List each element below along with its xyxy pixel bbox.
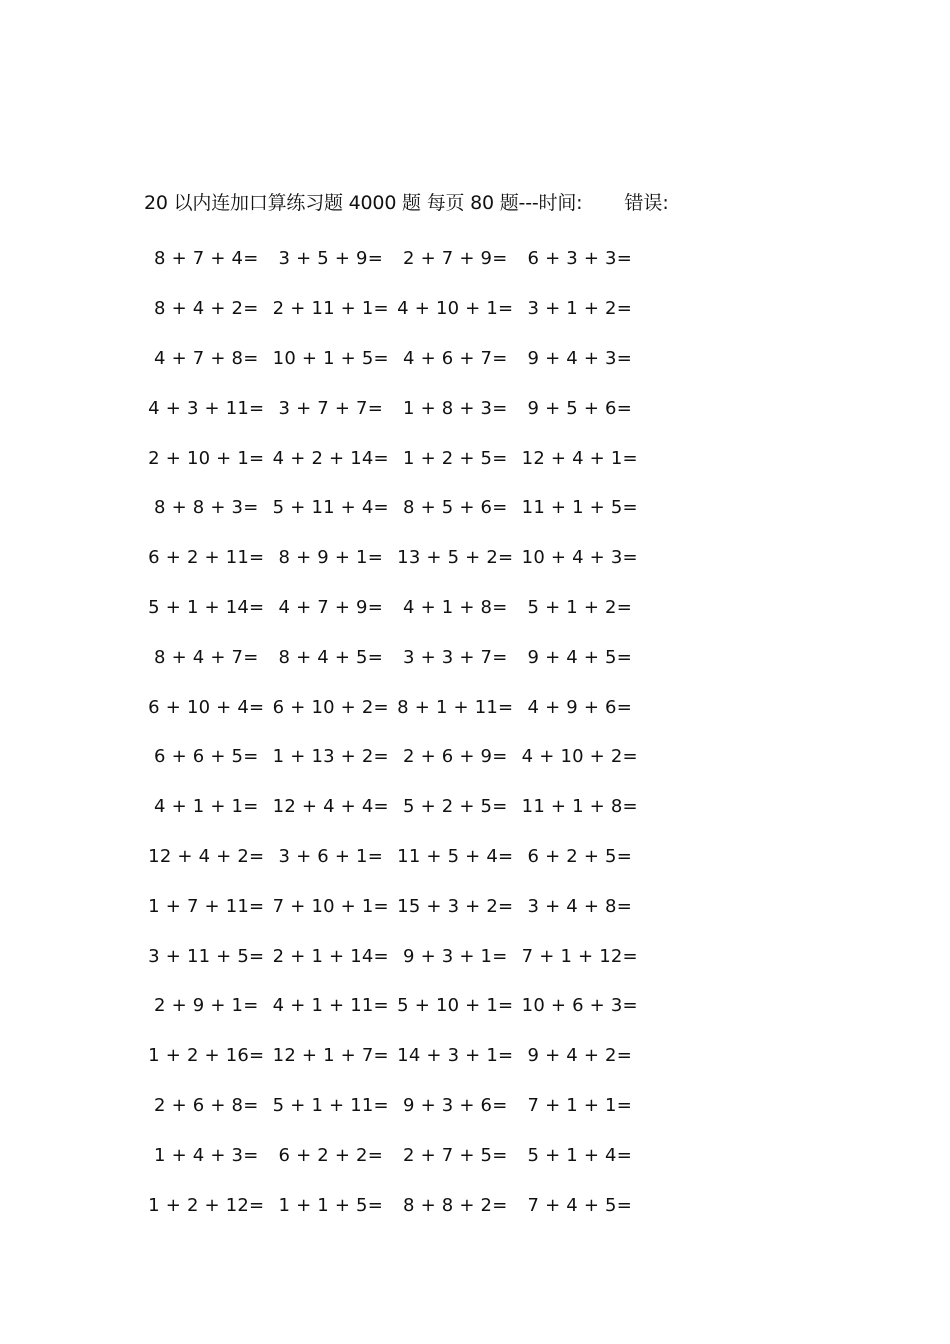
problem-row	[144, 881, 644, 931]
arithmetic-problem: 9 + 3 + 6=	[403, 1094, 508, 1116]
arithmetic-problem: 2 + 10 + 1=	[148, 447, 265, 469]
arithmetic-problem: 2 + 9 + 1=	[154, 995, 259, 1017]
arithmetic-problem: 2 + 11 + 1=	[272, 298, 389, 320]
arithmetic-problem: 9 + 4 + 5=	[527, 646, 632, 668]
arithmetic-problem: 1 + 8 + 3=	[403, 397, 508, 419]
arithmetic-problem: 4 + 7 + 8=	[154, 347, 259, 369]
arithmetic-problem: 8 + 9 + 1=	[278, 547, 383, 569]
problem-row	[144, 383, 644, 433]
arithmetic-problem: 11 + 1 + 5=	[521, 497, 638, 519]
problem-row	[144, 981, 644, 1031]
problem-row	[144, 1130, 644, 1180]
arithmetic-problem: 5 + 1 + 11=	[272, 1094, 389, 1116]
arithmetic-problem: 4 + 1 + 11=	[272, 995, 389, 1017]
problem-row	[144, 931, 644, 981]
problem-row	[144, 234, 644, 284]
arithmetic-problem: 6 + 10 + 2=	[272, 696, 389, 718]
arithmetic-problem: 1 + 7 + 11=	[148, 895, 265, 917]
problem-row	[144, 334, 644, 384]
problem-row	[144, 533, 644, 583]
arithmetic-problem: 2 + 7 + 9=	[403, 248, 508, 270]
arithmetic-problem: 8 + 1 + 11=	[397, 696, 514, 718]
problem-row	[144, 284, 644, 334]
arithmetic-problem: 6 + 2 + 2=	[278, 1144, 383, 1166]
arithmetic-problem: 1 + 13 + 2=	[272, 746, 389, 768]
problem-row	[144, 832, 644, 882]
arithmetic-problem: 2 + 7 + 5=	[403, 1144, 508, 1166]
arithmetic-problem: 7 + 10 + 1=	[272, 895, 389, 917]
arithmetic-problem: 4 + 10 + 1=	[397, 298, 514, 320]
arithmetic-problem: 8 + 4 + 7=	[154, 646, 259, 668]
arithmetic-problem: 1 + 2 + 5=	[403, 447, 508, 469]
arithmetic-problem: 3 + 1 + 2=	[527, 298, 632, 320]
arithmetic-problem: 6 + 3 + 3=	[527, 248, 632, 270]
arithmetic-problem: 8 + 5 + 6=	[403, 497, 508, 519]
arithmetic-problem: 5 + 1 + 2=	[527, 596, 632, 618]
arithmetic-problem: 5 + 10 + 1=	[397, 995, 514, 1017]
arithmetic-problem: 6 + 6 + 5=	[154, 746, 259, 768]
arithmetic-problem: 12 + 4 + 1=	[521, 447, 638, 469]
problem-row	[144, 732, 644, 782]
problem-row	[144, 433, 644, 483]
arithmetic-problem: 8 + 8 + 3=	[154, 497, 259, 519]
problem-grid	[144, 234, 644, 1230]
arithmetic-problem: 4 + 1 + 8=	[403, 596, 508, 618]
arithmetic-problem: 4 + 9 + 6=	[527, 696, 632, 718]
arithmetic-problem: 10 + 1 + 5=	[272, 347, 389, 369]
arithmetic-problem: 4 + 10 + 2=	[521, 746, 638, 768]
problem-row	[144, 483, 644, 533]
arithmetic-problem: 3 + 4 + 8=	[527, 895, 632, 917]
problem-row	[144, 1081, 644, 1131]
arithmetic-problem: 2 + 6 + 9=	[403, 746, 508, 768]
arithmetic-problem: 8 + 4 + 5=	[278, 646, 383, 668]
arithmetic-problem: 5 + 1 + 14=	[148, 596, 265, 618]
arithmetic-problem: 4 + 6 + 7=	[403, 347, 508, 369]
errors-label: 错误:	[624, 191, 669, 214]
arithmetic-problem: 4 + 1 + 1=	[154, 796, 259, 818]
arithmetic-problem: 7 + 1 + 12=	[521, 945, 638, 967]
problem-row	[144, 583, 644, 633]
arithmetic-problem: 2 + 6 + 8=	[154, 1094, 259, 1116]
arithmetic-problem: 6 + 2 + 5=	[527, 845, 632, 867]
arithmetic-problem: 3 + 5 + 9=	[278, 248, 383, 270]
arithmetic-problem: 7 + 1 + 1=	[527, 1094, 632, 1116]
arithmetic-problem: 3 + 3 + 7=	[403, 646, 508, 668]
arithmetic-problem: 3 + 7 + 7=	[278, 397, 383, 419]
arithmetic-problem: 14 + 3 + 1=	[397, 1045, 514, 1067]
arithmetic-problem: 9 + 4 + 3=	[527, 347, 632, 369]
problem-row	[144, 1031, 644, 1081]
arithmetic-problem: 1 + 4 + 3=	[154, 1144, 259, 1166]
arithmetic-problem: 2 + 1 + 14=	[272, 945, 389, 967]
arithmetic-problem: 4 + 3 + 11=	[148, 397, 265, 419]
arithmetic-problem: 10 + 6 + 3=	[521, 995, 638, 1017]
arithmetic-problem: 7 + 4 + 5=	[527, 1194, 632, 1216]
arithmetic-problem: 11 + 1 + 8=	[521, 796, 638, 818]
arithmetic-problem: 9 + 4 + 2=	[527, 1045, 632, 1067]
worksheet-header	[144, 186, 669, 216]
arithmetic-problem: 1 + 1 + 5=	[278, 1194, 383, 1216]
arithmetic-problem: 13 + 5 + 2=	[397, 547, 514, 569]
arithmetic-problem: 5 + 1 + 4=	[527, 1144, 632, 1166]
arithmetic-problem: 15 + 3 + 2=	[397, 895, 514, 917]
arithmetic-problem: 4 + 2 + 14=	[272, 447, 389, 469]
arithmetic-problem: 8 + 8 + 2=	[403, 1194, 508, 1216]
arithmetic-problem: 10 + 4 + 3=	[521, 547, 638, 569]
arithmetic-problem: 4 + 7 + 9=	[278, 596, 383, 618]
arithmetic-problem: 5 + 11 + 4=	[272, 497, 389, 519]
arithmetic-problem: 1 + 2 + 12=	[148, 1194, 265, 1216]
arithmetic-problem: 5 + 2 + 5=	[403, 796, 508, 818]
problem-row	[144, 682, 644, 732]
arithmetic-problem: 8 + 4 + 2=	[154, 298, 259, 320]
problem-row	[144, 632, 644, 682]
arithmetic-problem: 12 + 4 + 2=	[148, 845, 265, 867]
arithmetic-problem: 1 + 2 + 16=	[148, 1045, 265, 1067]
worksheet-title: 20 以内连加口算练习题 4000 题 每页 80 题---时间:	[144, 191, 583, 214]
arithmetic-problem: 9 + 3 + 1=	[403, 945, 508, 967]
arithmetic-problem: 3 + 11 + 5=	[148, 945, 265, 967]
arithmetic-problem: 12 + 1 + 7=	[272, 1045, 389, 1067]
arithmetic-problem: 9 + 5 + 6=	[527, 397, 632, 419]
problem-row	[144, 1180, 644, 1230]
problem-row	[144, 782, 644, 832]
arithmetic-problem: 3 + 6 + 1=	[278, 845, 383, 867]
arithmetic-problem: 8 + 7 + 4=	[154, 248, 259, 270]
arithmetic-problem: 12 + 4 + 4=	[272, 796, 389, 818]
arithmetic-problem: 6 + 2 + 11=	[148, 547, 265, 569]
arithmetic-problem: 11 + 5 + 4=	[397, 845, 514, 867]
arithmetic-problem: 6 + 10 + 4=	[148, 696, 265, 718]
